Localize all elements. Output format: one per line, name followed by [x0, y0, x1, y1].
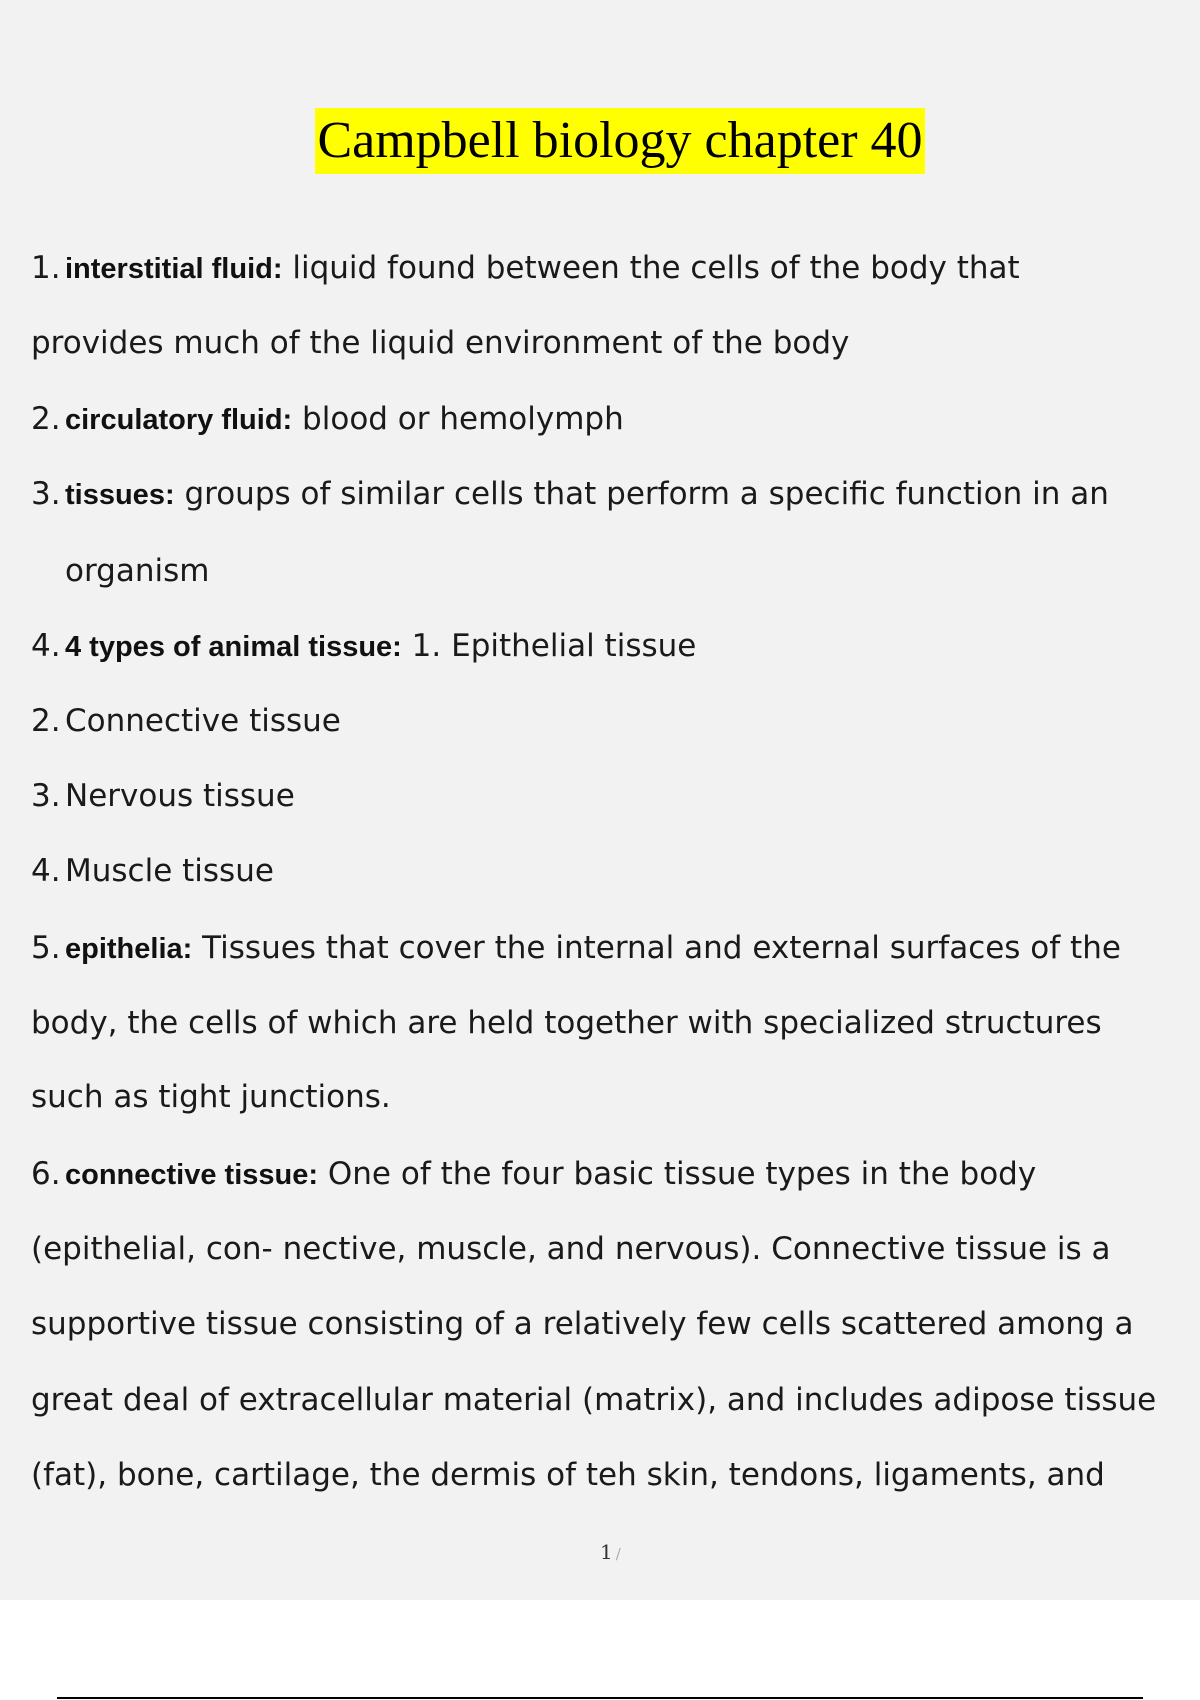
item-text: organism: [65, 553, 210, 589]
item-number: 3.: [31, 476, 61, 512]
item-term: circulatory fluid:: [65, 404, 293, 436]
list-item: [31, 248, 1020, 289]
list-item-continuation: [31, 1229, 1111, 1269]
document-title: Campbell biology chapter 40: [315, 108, 924, 174]
page-number-separator: /: [615, 1545, 621, 1563]
list-item: [31, 399, 624, 440]
list-item: [31, 851, 274, 891]
item-number: 5.: [31, 930, 61, 966]
list-item-continuation: [31, 1380, 1156, 1420]
item-number: 2.: [31, 703, 61, 739]
item-text: Tissues that cover the internal and external surfaces of the: [192, 930, 1121, 966]
item-number: 1.: [31, 250, 61, 286]
item-text: (epithelial, con- nective, muscle, and nervous). Connective tissue is a: [31, 1231, 1111, 1267]
item-text: body, the cells of which are held together with specialized structures: [31, 1005, 1102, 1041]
item-term: epithelia:: [65, 933, 193, 965]
list-item: [31, 474, 1109, 515]
item-term: interstitial fluid:: [65, 253, 283, 285]
page-number-value: 1: [600, 1540, 613, 1564]
item-text: blood or hemolymph: [292, 401, 624, 437]
item-text: groups of similar cells that perform a specific function in an: [174, 476, 1109, 512]
item-text: supportive tissue consisting of a relatively few cells scattered among a: [31, 1306, 1134, 1342]
item-number: 4.: [31, 628, 61, 664]
item-text: provides much of the liquid environment of the body: [31, 325, 850, 361]
list-item: [31, 928, 1121, 969]
list-item-continuation: [31, 1077, 391, 1117]
list-item: [31, 701, 341, 741]
item-number: 3.: [31, 778, 61, 814]
item-number: 4.: [31, 853, 61, 889]
item-text: Connective tissue: [65, 703, 341, 739]
item-text: great deal of extracellular material (matrix), and includes adipose tissue: [31, 1382, 1157, 1418]
item-term: 4 types of animal tissue:: [65, 631, 402, 663]
list-item: [31, 776, 295, 816]
item-number: 6.: [31, 1156, 61, 1192]
item-text: liquid found between the cells of the body that: [282, 250, 1020, 286]
list-item: [31, 1154, 1036, 1195]
item-term: tissues:: [65, 479, 175, 511]
item-text: (fat), bone, cartilage, the dermis of teh skin, tendons, ligaments, and: [31, 1457, 1105, 1493]
title-container: [0, 108, 1200, 174]
item-text: Muscle tissue: [65, 853, 274, 889]
list-item-continuation: [31, 323, 849, 363]
list-item-continuation: [31, 1003, 1102, 1043]
list-item-continuation: [65, 551, 209, 591]
item-text: such as tight junctions.: [31, 1079, 391, 1115]
item-text: One of the four basic tissue types in the body: [318, 1156, 1037, 1192]
item-text: Nervous tissue: [65, 778, 295, 814]
item-term: connective tissue:: [65, 1159, 319, 1191]
list-item-continuation: [31, 1455, 1105, 1495]
list-item: [31, 626, 696, 667]
page-number: [600, 1540, 621, 1564]
item-text: 1. Epithelial tissue: [401, 628, 697, 664]
list-item-continuation: [31, 1304, 1134, 1344]
item-number: 2.: [31, 401, 61, 437]
footer-divider: [57, 1697, 1143, 1699]
